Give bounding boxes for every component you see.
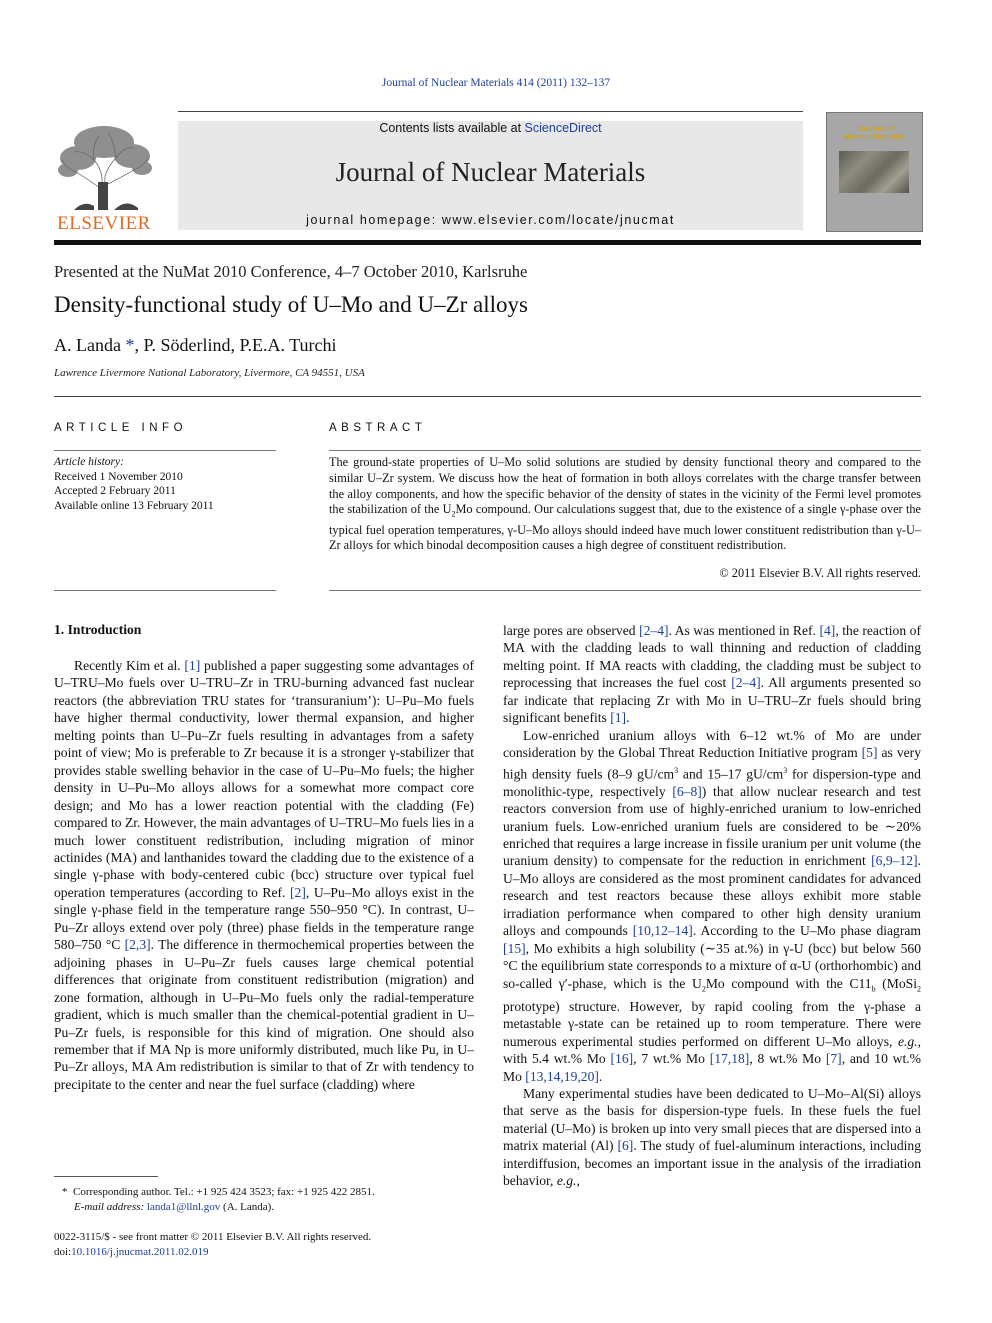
cover-title: [833, 125, 917, 141]
abstract-rule: [329, 450, 921, 451]
ref-link[interactable]: [6,9–12]: [871, 853, 918, 869]
elsevier-logo: [54, 120, 154, 232]
homepage-label: journal homepage:: [306, 213, 442, 227]
paragraph: Low-enriched uranium alloys with 6–12 wt.% of Mo are under consideration by the Global Threat Reduction Initiative program [5] as very high density fuels (8–9 $gU/cm^3$ and 15–17 $gU/cm^3$ for dispersion-type and monolithic-type, respectively [6–8]) that allow nuclear research and test reactors conversion from use of highly-enriched uranium to low-enriched uranium fuels. Low-enriched uranium fuels are considered to be ∼20% enriched that requires a large increase in fissile uranium per unit volume (the uranium density) to compensate for the reduction in enrichment [6,9–12]. U–Mo alloys are considered as the most prominent candidates for advanced research and test reactors because these alloys exhibit more stable irradiation performance when compared to other high density uranium alloys and compounds [10,12–14]. According to the U–Mo phase diagram [15], Mo exhibits a high solubility (∼35 at.%) in γ-U (bcc) but below 560 °C the equilibrium state corresponds to a mixture of α-U (orthorhombic) and so-called γ′-phase, which is the $U_2Mo$ compound with the $C11_b$ (MoSi$_2$ prototype) structure. However, by rapid cooling from the γ-phase a metastable γ-state can be retained up to room temperature. There were numerous experimental studies performed on different U–Mo alloys, e.g., with 5.4 wt.% Mo [16], 7 wt.% Mo [17,18], 8 wt.% Mo [7], and 10 wt.% Mo [13,14,19,20].: [503, 727, 921, 1084]
footnote-rule: [54, 1176, 158, 1177]
paragraph: Recently Kim et al. [1] published a paper suggesting some advantages of U–TRU–Mo fuels over U–TRU–Zr in TRU-burning advanced fast nuclear reactors (the abbreviation TRU states for ‘transuranium’): U–Pu–Mo fuels have higher thermal conductivity, lower thermal expansion, and higher melting points than U–Pu–Zr fuels resulting in advantages from a safety point of view; Mo is preferable to Zr because it is a stronger γ-stabilizer that provides stable swelling behavior in the case of U–Pu–Mo fuels; the higher density in U–Pu–Mo alloys allows for a somewhat more compact core design; and Mo has a lower reaction potential with the cladding (Fe) compared to Zr. However, the main advantages of U–TRU–Mo fuels lies in a much lower constituent redistribution, including migration of minor actinides (MA) and lanthanides toward the cladding due to the existence of a single γ-phase with body-centered cubic (bcc) structure over typical fuel operation temperatures (according to Ref. [2], U–Pu–Mo alloys exist in the single γ-phase field in the temperature range 550–950 °C). In contrast, U–Pu–Zr alloys extend over poly (three) phase fields in the temperature range 580–750 °C [2,3]. The difference in thermochemical properties between the adjoining phases in U–Pu–Zr fuels causes large chemical potential differences that originate from constituent redistribution (migration) and zone formation, although in U–Pu–Mo fuels only the radial-temperature gradient, which is much smaller than the chemical-potential gradient in U–Pu–Zr fuels, is responsible for this kind of migration. One should also remember that if MA Np is more uniformly distributed, much like Pu, in U–Pu–Zr alloys, MA Am redistribution is similar to that of Zr with tendency to precipitate to the center and near the fuel surface (cladding) where: [54, 658, 475, 1092]
elsevier-tree-icon: [54, 120, 154, 212]
ref-link[interactable]: [1]: [184, 658, 201, 673]
accepted-date: Accepted 2 February 2011: [54, 485, 176, 497]
cover-title-line1: Journal of: [856, 124, 894, 133]
paragraph: Many experimental studies have been dedicated to U–Mo–Al(Si) alloys that serve as the basis for dispersion-type fuels. In these fuels the fuel material (U–Mo) is broken up into very small pieces that are dispersed into a matrix material (Al) [6]. The study of fuel-aluminum interactions, including interdiffusion, becomes an important issue in the analysis of the irradiation behavior, e.g.,: [503, 1086, 921, 1189]
body-column-right: [503, 622, 921, 1190]
header-thick-rule: [54, 240, 921, 245]
corresponding-author-info: Corresponding author. Tel.: +1 925 424 3523; fax: +1 925 422 2851.: [73, 1186, 375, 1198]
email-line: [62, 1200, 482, 1215]
homepage-link[interactable]: www.elsevier.com/locate/jnucmat: [441, 213, 675, 227]
contents-prefix: Contents lists available at: [379, 121, 525, 135]
author-list: [54, 335, 337, 356]
received-date: Received 1 November 2010: [54, 470, 183, 483]
email-label: E-mail address:: [74, 1201, 147, 1213]
corresponding-author-link[interactable]: *: [125, 335, 135, 355]
abstract-heading: ABSTRACT: [329, 422, 427, 434]
email-link[interactable]: landa1@llnl.gov: [146, 1201, 221, 1213]
ref-link[interactable]: [4]: [819, 623, 836, 638]
ref-link[interactable]: [1]: [610, 710, 627, 726]
online-date: Available online 13 February 2011: [54, 499, 214, 512]
article-title: Density-functional study of U–Mo and U–Zr alloys: [54, 292, 528, 317]
doi-label: doi:: [54, 1246, 72, 1258]
ref-link[interactable]: [13,14,19,20]: [525, 1068, 599, 1084]
author-landa: A. Landa: [54, 335, 121, 355]
journal-name: Journal of Nuclear Materials: [335, 157, 646, 187]
journal-cover-image: [826, 112, 923, 232]
abstract-bottom-rule: [329, 590, 921, 591]
cover-title-line2: Nuclear Materials: [843, 132, 907, 141]
ref-link[interactable]: [2–4]: [731, 675, 761, 691]
ref-link[interactable]: [17,18]: [709, 1051, 750, 1067]
other-authors: , P. Söderlind, P.E.A. Turchi: [134, 335, 337, 355]
issn-line: 0022-3115/$ - see front matter © 2011 Elsevier B.V. All rights reserved.: [54, 1231, 372, 1243]
article-history: [54, 455, 276, 513]
journal-homepage: [178, 213, 803, 227]
ref-link[interactable]: [2,3]: [124, 937, 151, 953]
abstract-text: The ground-state properties of U–Mo solid solutions are studied by density functional theory and compared to the similar U–Zr system. We discuss how the heat of formation in both alloys correlates with the charge transfer between the alloy components, and how the specific behavior of the density of states in the vicinity of the Fermi level promotes the stabilization of the $U_2Mo$ compound. Our calculations suggest that, due to the existence of a single γ-phase over the typical fuel operation temperatures, γ-U–Mo alloys should indeed have much lower constituent redistribution than γ-U–Zr alloys for which binodal decomposition causes a high degree of constituent redistribution.: [329, 455, 921, 553]
doi-line: [54, 1245, 484, 1260]
ref-link[interactable]: [2–4]: [639, 623, 669, 638]
body-column-left: [54, 657, 474, 1093]
ref-link[interactable]: [10,12–14]: [632, 923, 693, 939]
article-info-heading: ARTICLE INFO: [54, 422, 188, 434]
elsevier-wordmark: ELSEVIER: [57, 213, 151, 234]
footnote-line: [62, 1185, 482, 1200]
footnote-corresponding: [62, 1185, 482, 1215]
ref-link[interactable]: [2]: [290, 884, 306, 900]
title-block-rule: [54, 396, 921, 397]
sciencedirect-link[interactable]: ScienceDirect: [524, 121, 602, 135]
history-label: Article history:: [54, 456, 124, 468]
footnote-mark: *: [62, 1186, 68, 1198]
ref-link[interactable]: [5]: [861, 745, 878, 761]
email-suffix: (A. Landa).: [220, 1201, 275, 1213]
front-matter: [54, 1230, 484, 1260]
ref-link[interactable]: [16]: [610, 1051, 634, 1067]
affiliation: Lawrence Livermore National Laboratory, Livermore, CA 94551, USA: [54, 367, 365, 379]
journal-citation[interactable]: Journal of Nuclear Materials 414 (2011) 132–137: [381, 77, 611, 89]
ref-link[interactable]: [6]: [617, 1138, 634, 1154]
header-top-rule: [178, 111, 803, 112]
journal-banner: [178, 121, 803, 230]
ref-link[interactable]: [7]: [825, 1051, 842, 1067]
copyright-notice: © 2011 Elsevier B.V. All rights reserved.: [719, 566, 921, 580]
ref-link[interactable]: [15]: [503, 940, 526, 956]
ref-link[interactable]: [6–8]: [672, 783, 702, 799]
article-info-bottom-rule: [54, 590, 276, 591]
paragraph: large pores are observed [2–4]. As was mentioned in Ref. [4], the reaction of MA with the cladding leads to wall thinning and reduction of cladding melting point. If MA reacts with cladding, the cladding must be subject to reprocessing that increases the fuel cost [2–4]. All arguments presented so far indicate that replacing Zr with Mo in U–TRU–Zr fuels should bring significant benefits [1].: [503, 623, 921, 726]
article-info-rule: [54, 450, 276, 451]
section-heading-introduction: 1. Introduction: [54, 622, 142, 637]
conference-note: Presented at the NuMat 2010 Conference, 4–7 October 2010, Karlsruhe: [54, 262, 528, 281]
contents-line: [178, 121, 803, 135]
doi-link[interactable]: 10.1016/j.jnucmat.2011.02.019: [71, 1246, 209, 1258]
cover-photo: [839, 151, 909, 193]
